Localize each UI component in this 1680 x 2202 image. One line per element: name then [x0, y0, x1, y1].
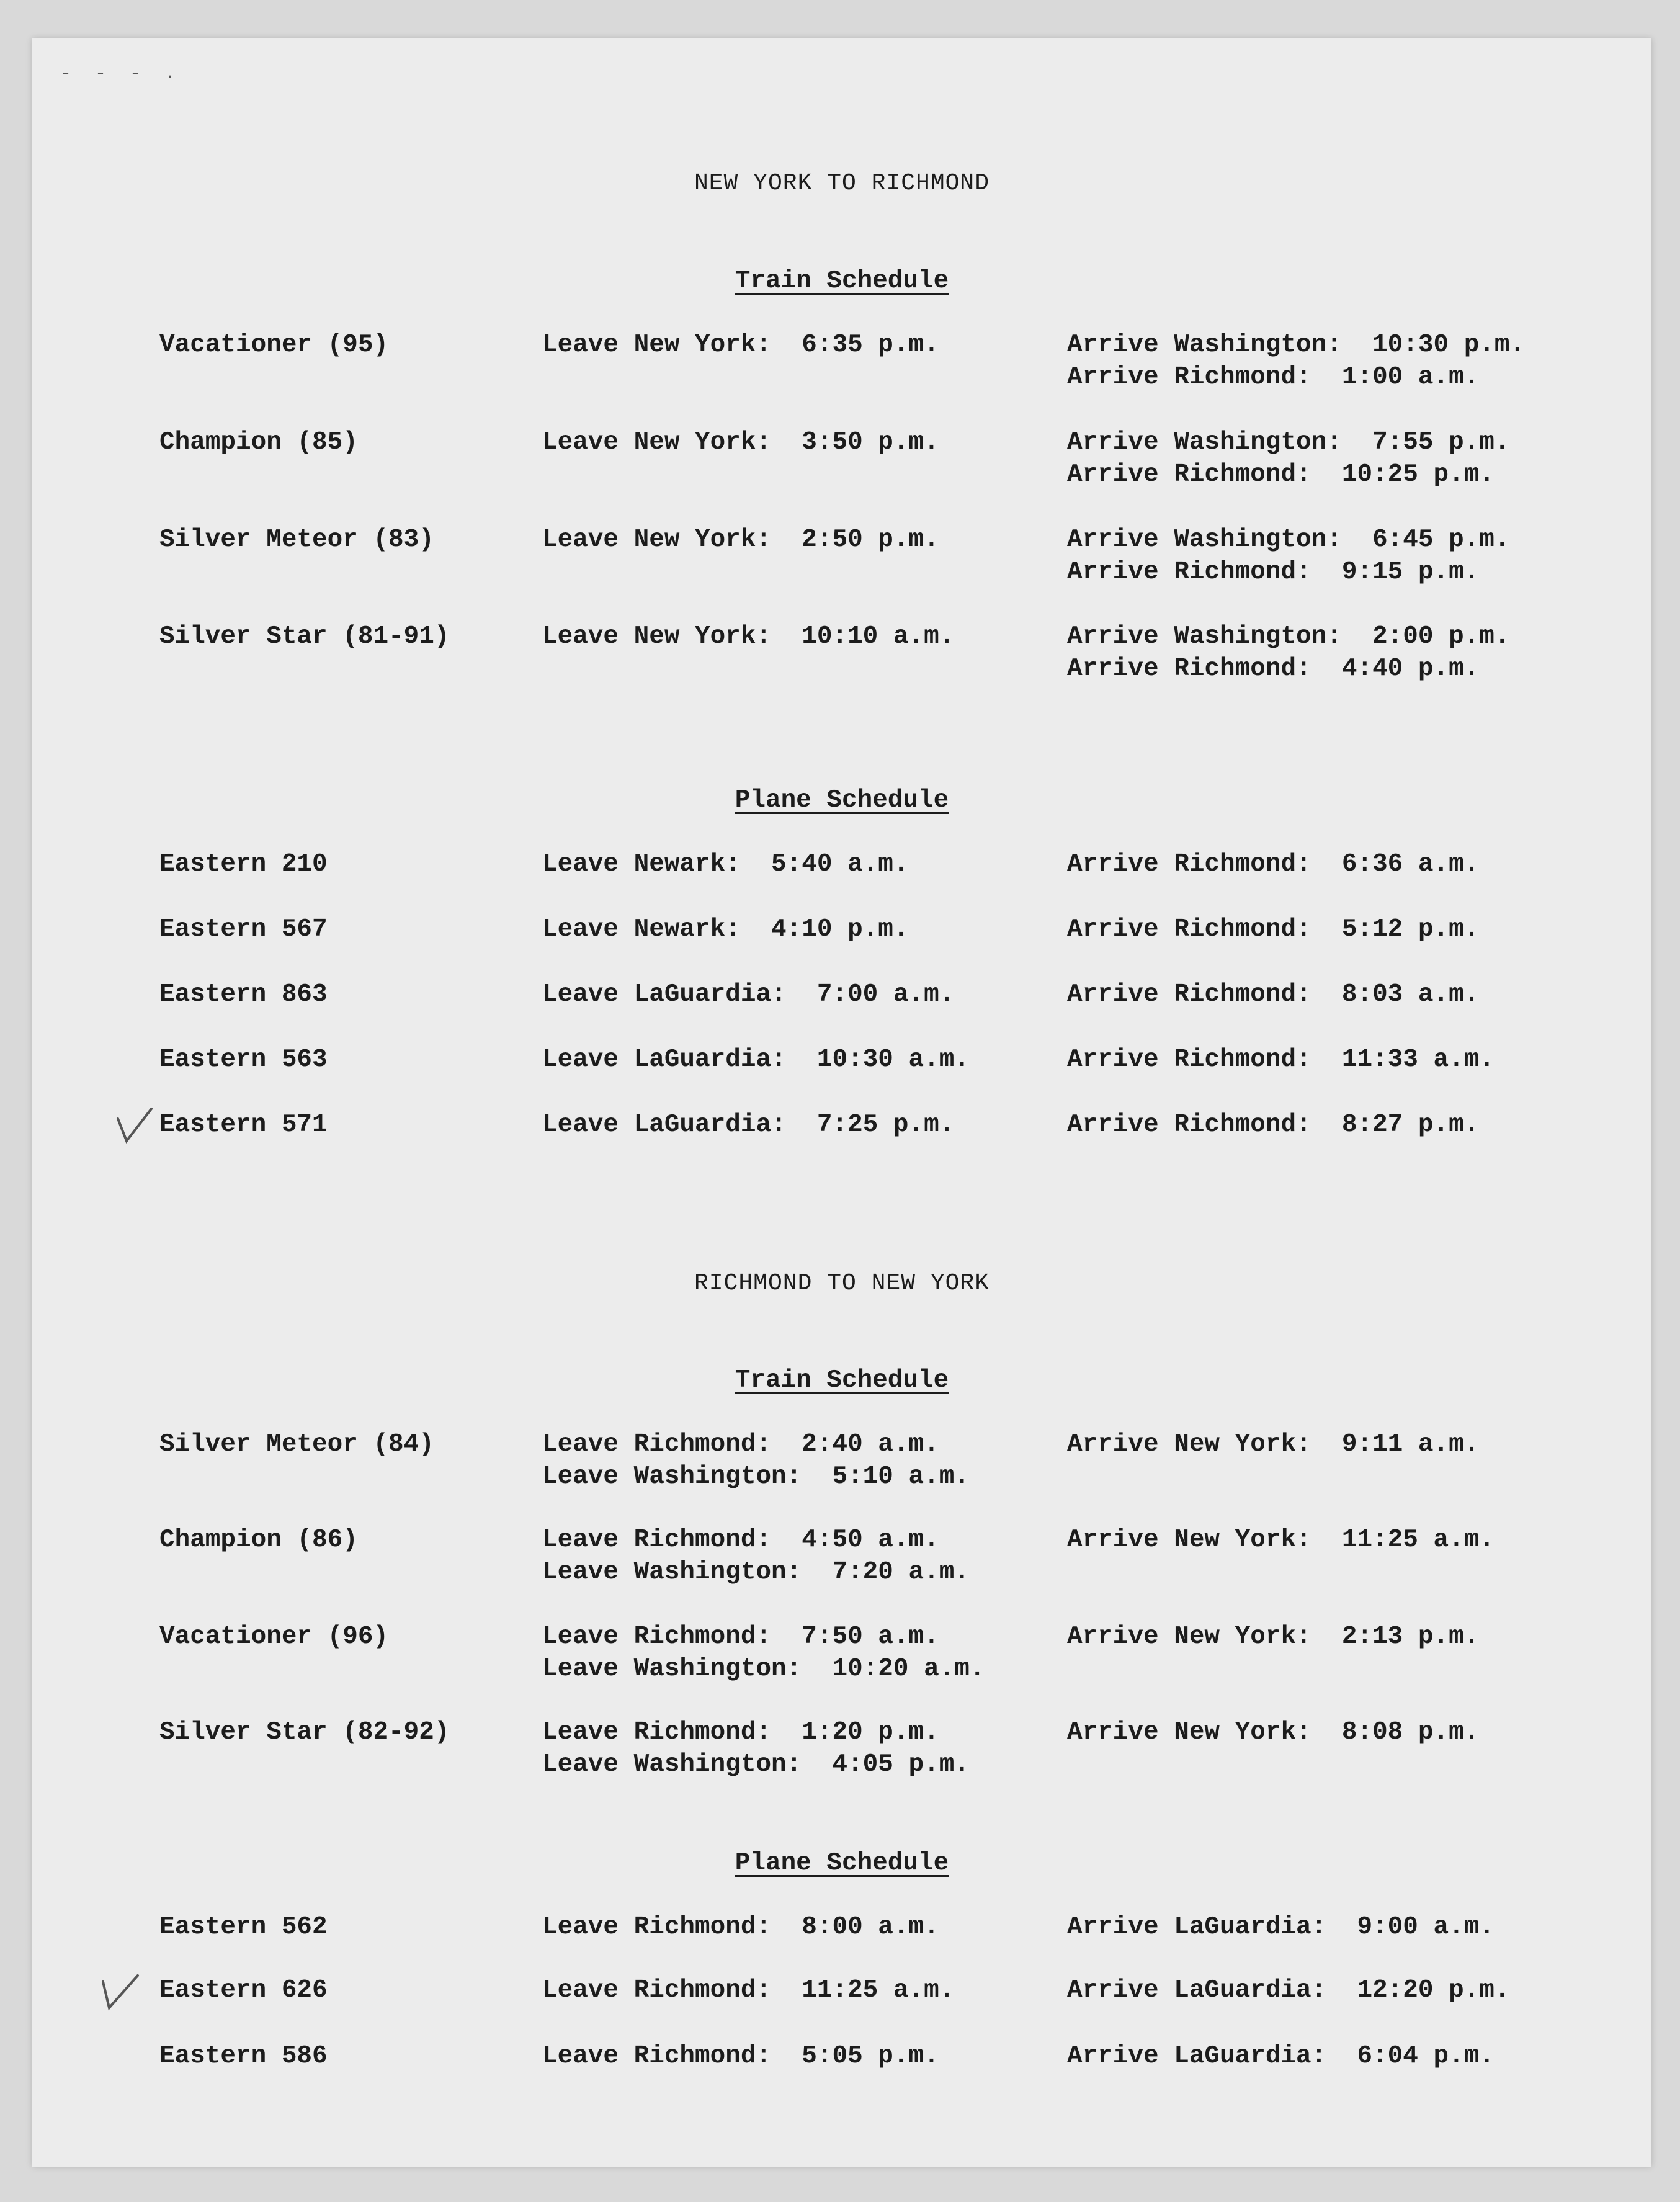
schedule-row: [32, 426, 1651, 495]
arrival-times: Arrive Richmond: 11:33 a.m.: [1067, 1045, 1495, 1074]
schedule-row: [32, 913, 1651, 982]
outbound-plane-title: Plane Schedule: [735, 786, 949, 815]
departure-times: Leave New York: 6:35 p.m.: [542, 331, 939, 359]
departure-times: Leave Richmond: 8:00 a.m.: [542, 1913, 939, 1941]
service-name: Eastern 586: [159, 2042, 328, 2070]
service-name: Eastern 626: [159, 1976, 328, 2005]
departure-times: Leave Richmond: 11:25 a.m.: [542, 1976, 955, 2005]
arrival-times: Arrive Washington: 6:45 p.m. Arrive Richmond: 9:15 p.m.: [1067, 526, 1510, 586]
arrival-times: Arrive Washington: 2:00 p.m. Arrive Richmond: 4:40 p.m.: [1067, 622, 1510, 683]
service-name: Vacationer (95): [159, 331, 389, 359]
schedule-row: [32, 1716, 1651, 1784]
schedule-row: [32, 1911, 1651, 1979]
arrival-times: Arrive Washington: 10:30 p.m. Arrive Richmond: 1:00 a.m.: [1067, 331, 1526, 392]
service-name: Silver Meteor (84): [159, 1430, 434, 1459]
schedule-row: [32, 1621, 1651, 1689]
departure-times: Leave Newark: 4:10 p.m.: [542, 915, 909, 944]
arrival-times: Arrive New York: 9:11 a.m.: [1067, 1430, 1480, 1459]
schedule-row: [32, 620, 1651, 689]
service-name: Eastern 563: [159, 1045, 328, 1074]
service-name: Silver Star (82-92): [159, 1718, 450, 1747]
service-name: Vacationer (96): [159, 1622, 389, 1651]
departure-times: Leave New York: 10:10 a.m.: [542, 622, 955, 651]
service-name: Silver Star (81-91): [159, 622, 450, 651]
service-name: Champion (86): [159, 1526, 358, 1554]
departure-times: Leave Richmond: 7:50 a.m. Leave Washington: 10:20 a.m.: [542, 1622, 985, 1683]
schedule-row: [32, 329, 1651, 397]
inbound-heading: RICHMOND TO NEW YORK: [694, 1270, 990, 1297]
arrival-times: Arrive New York: 2:13 p.m.: [1067, 1622, 1480, 1651]
service-name: Eastern 863: [159, 980, 328, 1009]
schedule-row: [32, 978, 1651, 1047]
schedule-row: [32, 848, 1651, 916]
inbound-plane-title: Plane Schedule: [735, 1849, 949, 1878]
departure-times: Leave Richmond: 2:40 a.m. Leave Washington: 5:10 a.m.: [542, 1430, 970, 1491]
departure-times: Leave LaGuardia: 10:30 a.m.: [542, 1045, 970, 1074]
arrival-times: Arrive Richmond: 8:27 p.m.: [1067, 1111, 1480, 1139]
departure-times: Leave Richmond: 5:05 p.m.: [542, 2042, 939, 2070]
arrival-times: Arrive Richmond: 5:12 p.m.: [1067, 915, 1480, 944]
checkmark-icon: [98, 1969, 141, 2013]
arrival-times: Arrive New York: 11:25 a.m.: [1067, 1526, 1495, 1554]
schedule-row: [32, 1044, 1651, 1112]
arrival-times: Arrive LaGuardia: 12:20 p.m.: [1067, 1976, 1510, 2005]
document-page: [32, 38, 1651, 2167]
service-name: Eastern 567: [159, 915, 328, 944]
stray-marks: - - - .: [60, 63, 182, 84]
departure-times: Leave New York: 3:50 p.m.: [542, 428, 939, 457]
arrival-times: Arrive LaGuardia: 6:04 p.m.: [1067, 2042, 1495, 2070]
outbound-train-title: Train Schedule: [735, 267, 949, 295]
service-name: Eastern 571: [159, 1111, 328, 1139]
inbound-train-title: Train Schedule: [735, 1366, 949, 1395]
departure-times: Leave New York: 2:50 p.m.: [542, 526, 939, 554]
departure-times: Leave LaGuardia: 7:25 p.m.: [542, 1111, 955, 1139]
service-name: Silver Meteor (83): [159, 526, 434, 554]
service-name: Eastern 210: [159, 850, 328, 879]
checkmark-icon: [113, 1105, 156, 1148]
departure-times: Leave LaGuardia: 7:00 a.m.: [542, 980, 955, 1009]
arrival-times: Arrive Richmond: 8:03 a.m.: [1067, 980, 1480, 1009]
service-name: Eastern 562: [159, 1913, 328, 1941]
arrival-times: Arrive Washington: 7:55 p.m. Arrive Richmond: 10:25 p.m.: [1067, 428, 1510, 489]
outbound-heading: NEW YORK TO RICHMOND: [694, 170, 990, 197]
arrival-times: Arrive New York: 8:08 p.m.: [1067, 1718, 1480, 1747]
departure-times: Leave Richmond: 4:50 a.m. Leave Washington: 7:20 a.m.: [542, 1526, 970, 1587]
schedule-row: [32, 524, 1651, 592]
arrival-times: Arrive LaGuardia: 9:00 a.m.: [1067, 1913, 1495, 1941]
arrival-times: Arrive Richmond: 6:36 a.m.: [1067, 850, 1480, 879]
departure-times: Leave Newark: 5:40 a.m.: [542, 850, 909, 879]
schedule-row: [32, 2040, 1651, 2108]
schedule-row: [32, 1428, 1651, 1497]
schedule-row: [32, 1974, 1651, 2043]
schedule-row: [32, 1109, 1651, 1177]
departure-times: Leave Richmond: 1:20 p.m. Leave Washington: 4:05 p.m.: [542, 1718, 970, 1779]
service-name: Champion (85): [159, 428, 358, 457]
schedule-row: [32, 1524, 1651, 1592]
